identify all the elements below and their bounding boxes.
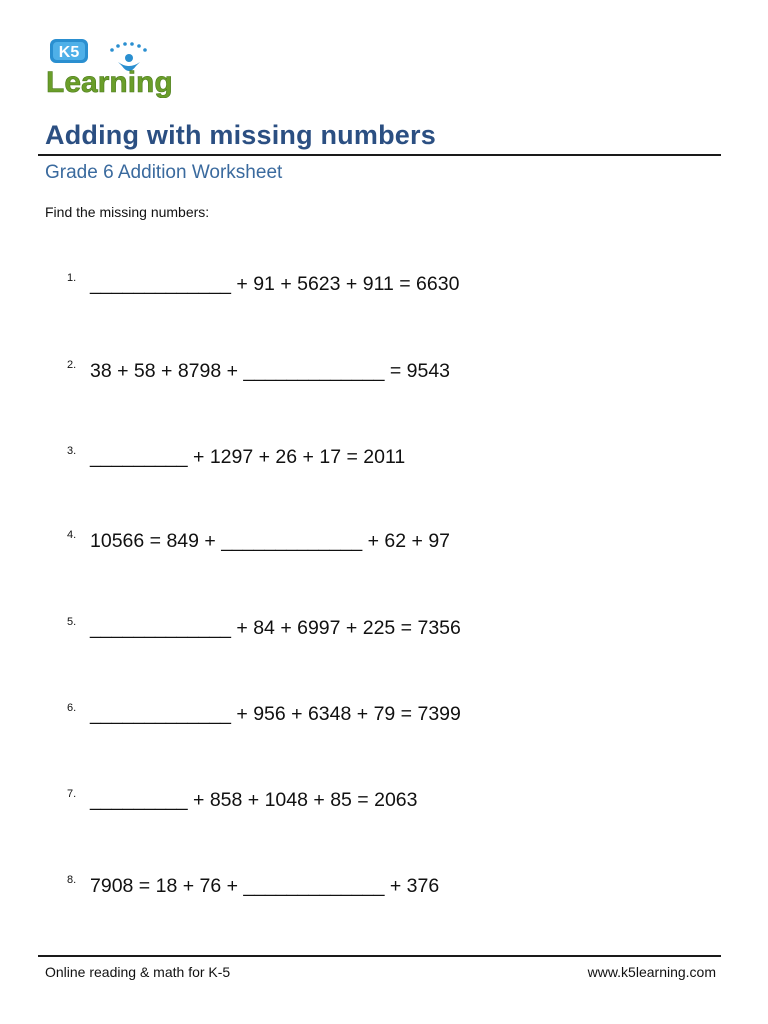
problem-number: 8. [67, 874, 77, 886]
problem-expression: _____________ + 956 + 6348 + 79 = 7399 [90, 703, 461, 725]
instructions: Find the missing numbers: [45, 204, 210, 220]
problem-7 [67, 788, 417, 812]
footer-website: www.k5learning.com [587, 964, 716, 980]
problem-2 [67, 359, 450, 383]
problem-expression: _________ + 858 + 1048 + 85 = 2063 [90, 789, 418, 811]
page-title: Adding with missing numbers [45, 120, 436, 150]
problem-expression: 7908 = 18 + 76 + _____________ + 376 [90, 875, 440, 897]
problem-expression: 10566 = 849 + _____________ + 62 + 97 [90, 530, 451, 552]
problem-number: 1. [67, 272, 77, 284]
footer-tagline: Online reading & math for K-5 [45, 964, 231, 980]
problem-number: 3. [67, 445, 77, 457]
page-subtitle: Grade 6 Addition Worksheet [45, 162, 283, 183]
problem-expression: _____________ + 91 + 5623 + 911 = 6630 [90, 273, 460, 295]
problem-3 [67, 445, 405, 469]
problem-8 [67, 874, 439, 898]
problem-expression: _____________ + 84 + 6997 + 225 = 7356 [90, 617, 461, 639]
problem-number: 6. [67, 702, 77, 714]
problem-5 [67, 616, 461, 640]
problem-number: 7. [67, 788, 77, 800]
footer-divider [38, 955, 721, 957]
problem-number: 4. [67, 529, 77, 541]
problem-expression: 38 + 58 + 8798 + _____________ = 9543 [90, 360, 451, 382]
problem-number: 5. [67, 616, 77, 628]
problem-number: 2. [67, 359, 77, 371]
problem-4 [67, 529, 450, 553]
logo-word-text: Learning [46, 66, 173, 98]
logo-badge-text: K5 [58, 44, 80, 61]
problem-6 [67, 702, 461, 726]
title-divider [38, 154, 721, 156]
k5-learning-logo [44, 36, 184, 98]
problem-expression: _________ + 1297 + 26 + 17 = 2011 [90, 446, 406, 468]
problem-1 [67, 272, 459, 296]
